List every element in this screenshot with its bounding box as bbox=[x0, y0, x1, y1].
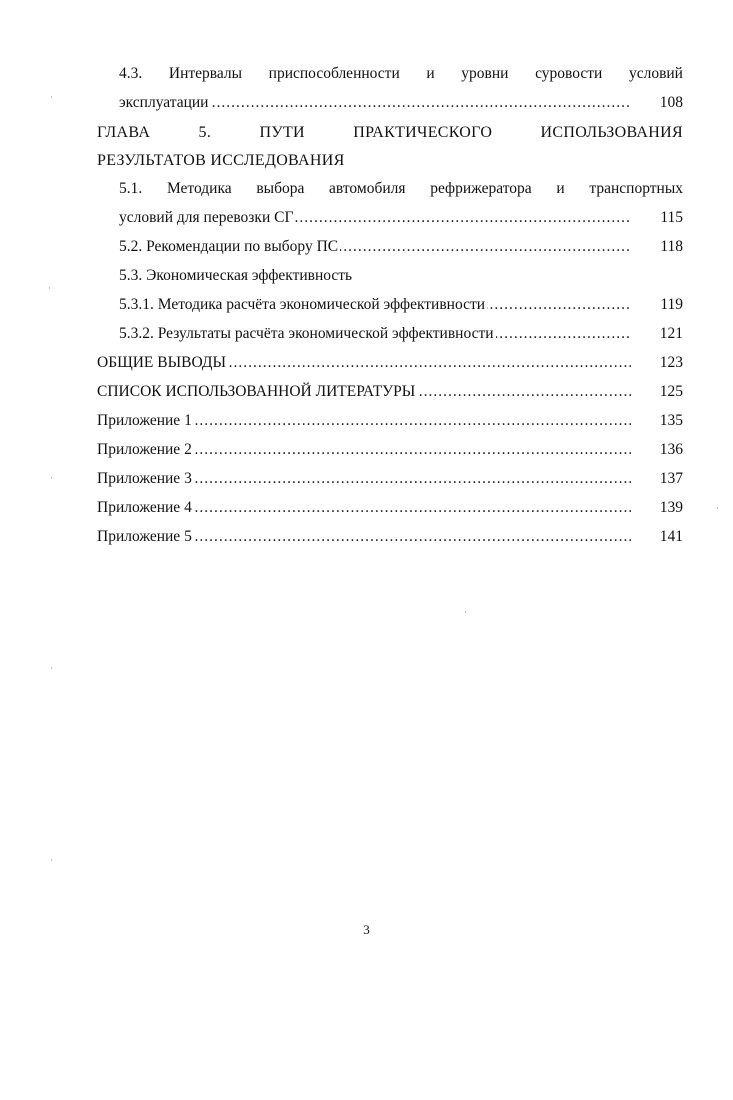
toc-page-number: 141 bbox=[659, 528, 683, 545]
toc-page-number: 115 bbox=[660, 209, 683, 226]
toc-entry-5-3[interactable]: 5.3. Экономическая эффективность bbox=[119, 267, 353, 284]
scan-speck: · bbox=[50, 663, 53, 673]
toc-entry-appendix-5[interactable] bbox=[97, 525, 683, 549]
toc-word: рефрижератора bbox=[430, 180, 532, 197]
chapter-word: ПУТИ bbox=[259, 124, 305, 141]
toc-entry-text: Приложение 2 bbox=[97, 438, 194, 462]
chapter-heading-line2: РЕЗУЛЬТАТОВ ИССЛЕДОВАНИЯ bbox=[97, 152, 345, 169]
toc-word: выбора bbox=[256, 180, 305, 197]
toc-entry-4-3-line2[interactable] bbox=[119, 91, 683, 115]
toc-entry-text: 5.2. Рекомендации по выбору ПС bbox=[119, 235, 340, 259]
toc-entry-5-1-line1 bbox=[119, 177, 683, 201]
chapter-heading-line1 bbox=[97, 121, 683, 145]
toc-word: Методика bbox=[166, 180, 232, 197]
toc-entry-4-3-line1 bbox=[119, 62, 683, 86]
toc-entry-text: эксплуатации bbox=[119, 91, 210, 115]
toc-entry-text: Приложение 1 bbox=[97, 409, 194, 433]
toc-entry-text: Приложение 5 bbox=[97, 525, 194, 549]
toc-entry-5-2[interactable] bbox=[119, 235, 683, 259]
scan-speck: · bbox=[716, 503, 719, 513]
toc-entry-text: 5.3.1. Методика расчёта экономической эффективности bbox=[119, 293, 487, 317]
toc-word: автомобиля bbox=[329, 180, 406, 197]
scan-speck: · bbox=[50, 92, 53, 102]
toc-page-number: 137 bbox=[659, 470, 683, 487]
toc-word: приспособленности bbox=[268, 65, 400, 82]
scan-speck: · bbox=[464, 607, 467, 617]
toc-entry-appendix-4[interactable] bbox=[97, 496, 683, 520]
chapter-word: 5. bbox=[198, 124, 212, 141]
toc-word: Интервалы bbox=[168, 65, 243, 82]
scan-speck: · bbox=[48, 283, 51, 293]
toc-word: суровости bbox=[535, 65, 603, 82]
toc-entry-references[interactable] bbox=[97, 380, 683, 404]
toc-word: транспортных bbox=[589, 180, 683, 197]
toc-entry-appendix-3[interactable] bbox=[97, 467, 683, 491]
toc-page-number: 125 bbox=[659, 383, 683, 400]
toc-entry-5-3-2[interactable] bbox=[119, 322, 683, 346]
toc-entry-appendix-1[interactable] bbox=[97, 409, 683, 433]
toc-entry-text: СПИСОК ИСПОЛЬЗОВАННОЙ ЛИТЕРАТУРЫ bbox=[97, 380, 417, 404]
scan-speck: · bbox=[50, 473, 53, 483]
toc-page-number: 136 bbox=[659, 441, 683, 458]
toc-entry-text: 5.3.2. Результаты расчёта экономической эффективности bbox=[119, 322, 496, 346]
toc-entry-5-1-line2[interactable] bbox=[119, 206, 683, 230]
chapter-word: ПРАКТИЧЕСКОГО bbox=[353, 124, 493, 141]
toc-word: условий bbox=[628, 65, 683, 82]
toc-entry-text: Приложение 3 bbox=[97, 467, 194, 491]
toc-word: 4.3. bbox=[119, 65, 143, 82]
toc-page-number: 121 bbox=[659, 325, 683, 342]
toc-word: 5.1. bbox=[119, 180, 143, 197]
toc-entry-appendix-2[interactable] bbox=[97, 438, 683, 462]
toc-page-number: 119 bbox=[660, 296, 683, 313]
toc-entry-text: Приложение 4 bbox=[97, 496, 194, 520]
toc-entry-5-3-1[interactable] bbox=[119, 293, 683, 317]
chapter-word: ИСПОЛЬЗОВАНИЯ bbox=[540, 124, 683, 141]
page-number: 3 bbox=[363, 922, 370, 937]
toc-page-number: 123 bbox=[659, 354, 683, 371]
chapter-word: ГЛАВА bbox=[97, 124, 151, 141]
toc-entry-text: условий для перевозки СГ bbox=[119, 206, 295, 230]
toc-entry-conclusions[interactable] bbox=[97, 351, 683, 375]
toc-word: и bbox=[426, 65, 435, 82]
toc-page-number: 108 bbox=[659, 94, 683, 111]
toc-page-number: 139 bbox=[659, 499, 683, 516]
scan-speck: · bbox=[50, 855, 53, 865]
toc-entry-text: ОБЩИЕ ВЫВОДЫ bbox=[97, 351, 228, 375]
toc-word: уровни bbox=[461, 65, 509, 82]
toc-page-number: 118 bbox=[660, 238, 683, 255]
toc-page-number: 135 bbox=[659, 412, 683, 429]
toc-word: и bbox=[556, 180, 565, 197]
